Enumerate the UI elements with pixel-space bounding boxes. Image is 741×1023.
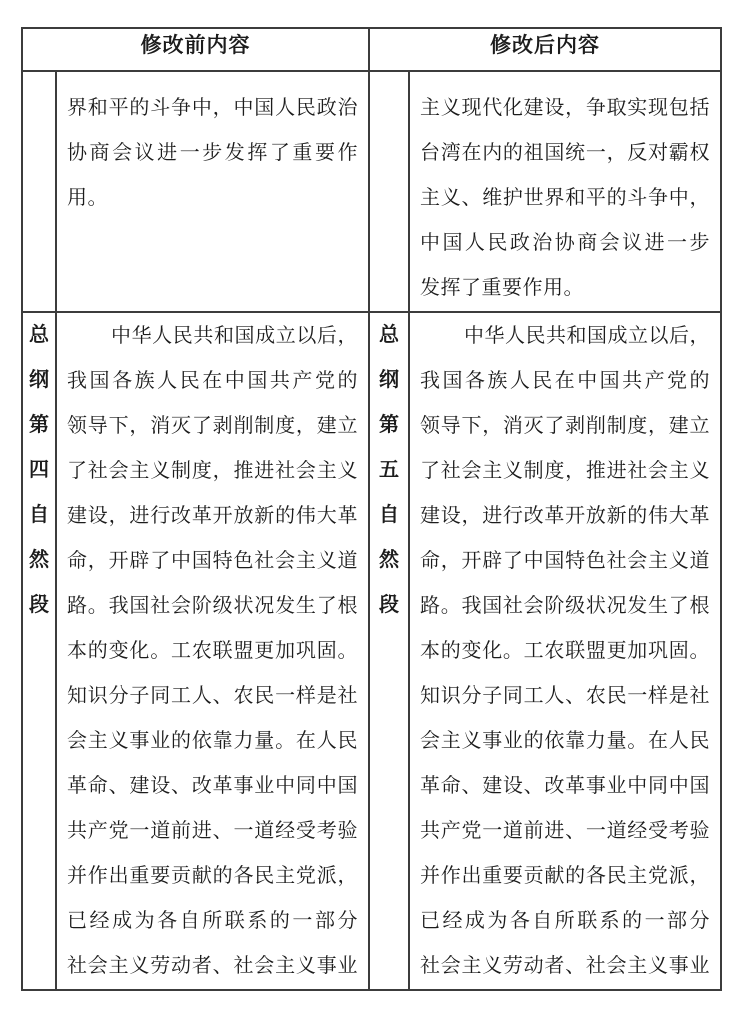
row2-content-before-cell xyxy=(56,312,369,990)
text-line: 领导下，消灭了剥削制度，建立 xyxy=(67,415,358,437)
header-row xyxy=(22,28,721,71)
text-line: 共产党一道前进、一道经受考验 xyxy=(420,820,710,842)
text-line: 界和平的斗争中，中国人民政治 xyxy=(67,97,358,119)
text-line: 会主义事业的依靠力量。在人民 xyxy=(67,730,358,752)
text-line: 主义、维护世界和平的斗争中， xyxy=(420,187,710,209)
text-line: 了社会主义制度，推进社会主义 xyxy=(67,460,358,482)
text-line: 本的变化。工农联盟更加巩固。 xyxy=(67,640,358,662)
row1-label-after-cell xyxy=(369,71,409,312)
text-line: 知识分子同工人、农民一样是社 xyxy=(67,685,358,707)
text-line: 中华人民共和国成立以后， xyxy=(464,325,710,347)
text-line: 路。我国社会阶级状况发生了根 xyxy=(67,595,358,617)
paragraph-before-row1 xyxy=(67,86,358,221)
text-line: 主义现代化建设，争取实现包括 xyxy=(420,97,710,119)
paragraph-after-row1 xyxy=(420,86,710,311)
text-line: 我国各族人民在中国共产党的 xyxy=(67,370,358,392)
row2-label-before-cell xyxy=(22,312,56,990)
text-line: 协商会议进一步发挥了重要作 xyxy=(67,142,358,164)
text-line: 革命、建设、改革事业中同中国 xyxy=(420,775,710,797)
text-line: 台湾在内的祖国统一，反对霸权 xyxy=(420,142,710,164)
row1-label-before-cell xyxy=(22,71,56,312)
text-line: 已经成为各自所联系的一部分 xyxy=(67,910,358,932)
text-line: 命，开辟了中国特色社会主义道 xyxy=(420,550,710,572)
text-line: 知识分子同工人、农民一样是社 xyxy=(420,685,710,707)
text-line: 社会主义劳动者、社会主义事业 xyxy=(67,955,358,977)
text-line: 中华人民共和国成立以后， xyxy=(111,325,358,347)
text-line: 我国各族人民在中国共产党的 xyxy=(420,370,710,392)
paragraph-after-row2 xyxy=(420,314,710,989)
text-line: 领导下，消灭了剥削制度，建立 xyxy=(420,415,710,437)
text-line: 路。我国社会阶级状况发生了根 xyxy=(420,595,710,617)
text-line: 会主义事业的依靠力量。在人民 xyxy=(420,730,710,752)
section-label-before-row2: 总纲第四自然段 xyxy=(29,324,49,616)
column-header-after: 修改后内容 xyxy=(369,28,721,71)
row2-content-after-cell xyxy=(409,312,721,990)
text-line: 用。 xyxy=(67,187,108,209)
text-line: 了社会主义制度，推进社会主义 xyxy=(420,460,710,482)
comparison-table xyxy=(21,27,722,991)
row1-content-before-cell xyxy=(56,71,369,312)
text-line: 并作出重要贡献的各民主党派， xyxy=(420,865,710,887)
text-line: 发挥了重要作用。 xyxy=(420,277,584,299)
text-line: 并作出重要贡献的各民主党派， xyxy=(67,865,358,887)
text-line: 中国人民政治协商会议进一步 xyxy=(420,232,710,254)
text-line: 革命、建设、改革事业中同中国 xyxy=(67,775,358,797)
text-line: 共产党一道前进、一道经受考验 xyxy=(67,820,358,842)
text-line: 建设，进行改革开放新的伟大革 xyxy=(420,505,710,527)
row1-content-after-cell xyxy=(409,71,721,312)
table-row xyxy=(22,71,721,312)
text-line: 建设，进行改革开放新的伟大革 xyxy=(67,505,358,527)
row2-label-after-cell xyxy=(369,312,409,990)
text-line: 命，开辟了中国特色社会主义道 xyxy=(67,550,358,572)
text-line: 本的变化。工农联盟更加巩固。 xyxy=(420,640,710,662)
text-line: 已经成为各自所联系的一部分 xyxy=(420,910,710,932)
section-label-after-row2: 总纲第五自然段 xyxy=(379,324,399,616)
table-row xyxy=(22,312,721,990)
column-header-before: 修改前内容 xyxy=(22,28,369,71)
text-line: 社会主义劳动者、社会主义事业 xyxy=(420,955,710,977)
paragraph-before-row2 xyxy=(67,314,358,989)
